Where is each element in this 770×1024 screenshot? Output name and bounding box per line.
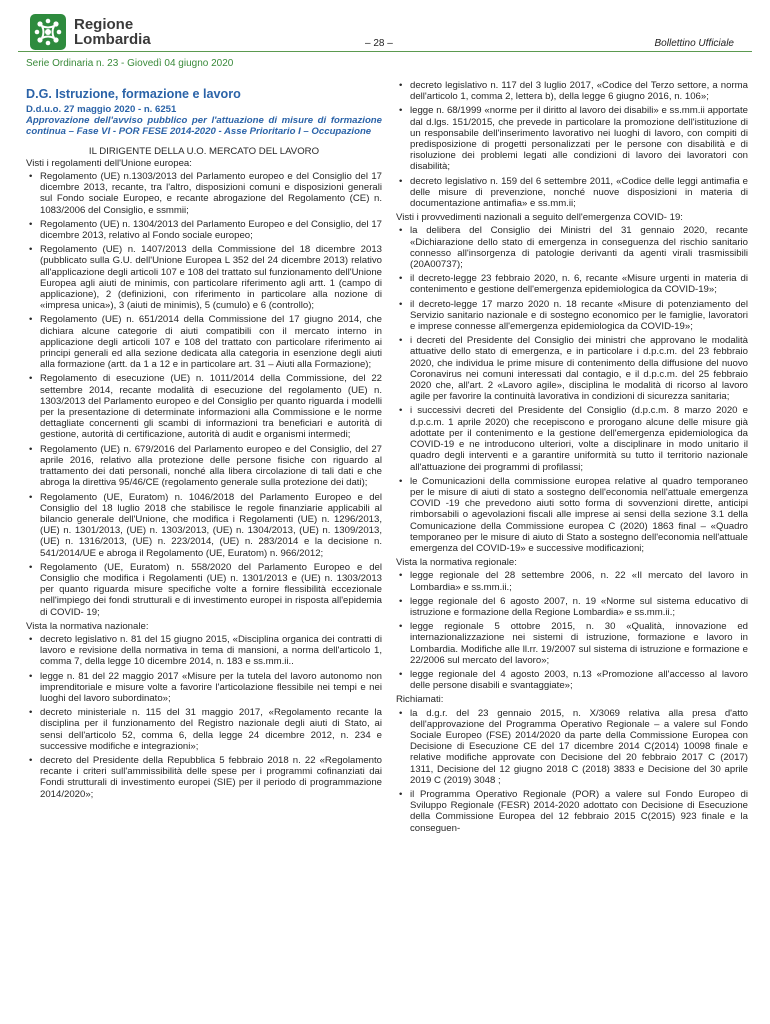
list-item: • Regolamento (UE) n. 679/2016 del Parlamento europeo e del Consiglio, del 27 aprile 2016, relativo alla protezione delle persone fisiche con riguardo al trattamento dei dati personali, nonché alla libera circolazione di tali dati e che abroga la direttiva 95/46/CE (regolamento generale sulla protezione dei dati); — [29, 443, 382, 489]
national-law-list — [26, 634, 382, 800]
list-item: • Regolamento (UE) n. 651/2014 della Commissione del 17 giugno 2014, che dichiara alcune categorie di aiuti compatibili con il mercato interno in applicazione degli articoli 107 e 108 del trattato con particolare riferimento ai principi generali ed alla sezione dedicata alla categoria in esenzione degli aiuti alla formazione (artt. da 1 a 12 e in particolare art. 31 – Aiuti alla Formazione); — [29, 314, 382, 371]
left-column — [26, 80, 382, 803]
rosa-camuna-icon — [30, 14, 66, 50]
logo-text — [74, 17, 151, 47]
list-item: • legge regionale del 4 agosto 2003, n.13 «Promozione all'accesso al lavoro delle persone disabili e svantaggiate»; — [399, 668, 748, 692]
list-item: • il decreto-legge 23 febbraio 2020, n. 6, recante «Misure urgenti in materia di contenimento e gestione dell'emergenza epidemiologica da COVID-19»; — [399, 273, 748, 296]
visti-eu-lead: Visti i regolamenti dell'Unione europea: — [26, 157, 192, 169]
list-item: • la delibera del Consiglio dei Ministri del 31 gennaio 2020, recante «Dichiarazione dello stato di emergenza in conseguenza del rischio sanitario connesso all'insorgenza di patologie derivanti da agenti virali trasmissibili (20A00737); — [399, 225, 748, 271]
list-item: • legge regionale del 28 settembre 2006, n. 22 «Il mercato del lavoro in Lombardia» e ss.mm.ii.; — [399, 570, 748, 593]
logo-line-2: Lombardia — [74, 31, 151, 48]
list-item: • legge regionale 5 ottobre 2015, n. 30 «Qualità, innovazione ed internazionalizzazione nei sistemi di istruzione, formazione e lavoro in Lombardia. Modifiche alle ll.rr. 19/2007 sul sistema di istruzione e formazione e 22/2006 sul mercato del lavoro»; — [399, 621, 748, 666]
page-number: – 28 – — [365, 38, 393, 49]
decree-subject: Approvazione dell'avviso pubblico per l'attuazione di misure di formazione continua – Fase VI - POR FESE 2014-2020 - Asse Prioritario I – Occupazione — [26, 115, 382, 138]
list-item: • Regolamento di esecuzione (UE) n. 1011/2014 della Commissione, del 22 settembre 2014, recante modalità di esecuzione del regolamento (UE) n. 1303/2013 del Parlamento europeo e del Consiglio per quanto riguarda i modelli per la presentazione di determinate informazioni alla Commissione e le norme dettagliate concernenti gli scambi di informazioni tra beneficiari e autorità di gestione, autorità di certificazione, autorità di audit e organismi intermedi; — [29, 373, 382, 441]
list-item: • Regolamento (UE) n. 1407/2013 della Commissione del 18 dicembre 2013 (pubblicato sulla G.U. dell'Unione Europea L 352 del 24 dicembre 2013) relativo all'applicazione degli articoli 107 e 108 del trattato sul funzionamento dell'Unione Europea agli aiuti de minimis, con particolare riferimento agli artt. 1 (campo di applicazione), 2 (definizioni, con riferimento in particolare alla nozione di «impresa unica»), 3 (aiuti de minimis), 5 (cumulo) e 6 (controllo); — [29, 244, 382, 312]
list-item: • decreto del Presidente della Repubblica 5 febbraio 2018 n. 22 «Regolamento recante i criteri sull'ammissibilità delle spese per i programmi cofinanziati dai Fondi strutturali di investimento europei (SIE) per il periodo di programmazione 2014/2020»; — [29, 754, 382, 800]
list-item: • il Programma Operativo Regionale (POR) a valere sul Fondo Europeo di Sviluppo Regionale (FESR) 2014-2020 adottato con Decisione di Esecuzione della Commissione Europea del 12 febbraio 2015 C(2015) 923 finale e la conseguen- — [399, 788, 748, 834]
bulletin-title: Bollettino Ufficiale — [654, 38, 734, 49]
list-item: • legge n. 68/1999 «norme per il diritto al lavoro dei disabili» e ss.mm.ii apportate dal d.lgs. 151/2015, che prevede in particolare la promozione dell'istituzione di un responsabile dell'inserimento lavorativo nei luoghi di lavoro, con compiti di predisposizione di progetti personalizzati per le persone con disabilità e di risoluzione dei problemi legati alle condizioni di lavoro dei lavoratori con disabilità; — [399, 105, 748, 173]
list-item: • Regolamento (UE) n.1303/2013 del Parlamento europeo e del Consiglio del 17 dicembre 2013, recante, tra l'altro, disposizioni comuni e disposizioni generali sul Fondo sociale Europeo, e recante abrogazione del Regolamento (CE) n. 1083/2006 del Consiglio, e ssmmii; — [29, 171, 382, 216]
list-item: • Regolamento (UE, Euratom) n. 1046/2018 del Parlamento Europeo e del Consiglio del 18 luglio 2018 che stabilisce le regole finanziarie applicabili al bilancio generale dell'Unione, che modifica i Regolamenti (UE) n. 1296/2013, (UE) n. 1301/2013, (UE) n. 1303/2013, (UE) n. 1304/2013, (UE) n. 1309/2013, (UE) n. 1316/2013, (UE) n. 223/2014, (UE) n. 283/2014 e la decisione n. 541/2014/UE e abroga il Regolamento (UE, Euratom) n. 966/2012; — [29, 491, 382, 559]
vista-regional-lead: Vista la normativa regionale: — [396, 557, 517, 569]
section-title: D.G. Istruzione, formazione e lavoro — [26, 87, 241, 101]
richiamati-lead: Richiamati: — [396, 694, 444, 706]
list-item: • decreto ministeriale n. 115 del 31 maggio 2017, «Regolamento recante la disciplina per il funzionamento del Registro nazionale degli aiuti di Stato, ai sensi dell'articolo 52, comma 6, della legge 24 dicembre 2012, n. 234 e successive modifiche e integrazioni»; — [29, 707, 382, 752]
list-item: • la d.g.r. del 23 gennaio 2015, n. X/3069 relativa alla presa d'atto dell'approvazione del Programma Operativo Regionale – a valere sul Fondo Sociale Europeo (FSE) 2014/2020 da parte della Commissione Europea con Decisione di Esecuzione CE del 17 dicembre 2014 C(2014) 10098 finale e relative modifiche approvate con Decisione del 20 febbraio 2017 C (2017) 1311, Decisione del 12 giugno 2018 C (2018) 3833 e Decisione del 30 aprile 2019 C (2019) 3048 ; — [399, 707, 748, 786]
right-column — [396, 80, 748, 837]
list-item: • legge regionale del 6 agosto 2007, n. 19 «Norme sul sistema educativo di istruzione e formazione della Regione Lombardia» e ss.mm.ii.; — [399, 595, 748, 618]
list-item: • le Comunicazioni della commissione europea relative al quadro temporaneo per le misure di aiuti di stato a sostegno dell'economia nell'attuale emergenza COVID -19 che prevedono aiuti sotto forma di sovvenzioni dirette, anticipi rimborsabili o agevolazioni fiscali alle imprese ai sensi della sezione 3.1 della Comunicazione della Commissione europea C (2020) 1863 final – «Quadro temporaneo per le misure di aiuto di Stato a sostegno dell'economia nell'attuale emergenza del COVID-19» e successive modificazioni; — [399, 475, 748, 554]
list-item: • Regolamento (UE, Euratom) n. 558/2020 del Parlamento Europeo e del Consiglio che modifica i Regolamenti (UE) n. 1301/2013 e (UE) n. 1303/2013 per quanto riguarda misure specifiche volte a fornire flessibilità eccezionale nell'impiego dei fondi strutturali e di investimento europei in risposta all'epidemia di COVID- 19; — [29, 561, 382, 618]
issuer-heading: IL DIRIGENTE DELLA U.O. MERCATO DEL LAVORO — [88, 145, 320, 157]
logo-line-1: Regione — [74, 16, 134, 33]
regione-lombardia-logo — [18, 14, 158, 52]
national-law-list-continued — [396, 80, 748, 209]
regional-law-list — [396, 570, 748, 691]
covid-measures-list — [396, 225, 748, 554]
series-line: Serie Ordinaria n. 23 - Giovedì 04 giugno 2020 — [26, 58, 234, 69]
list-item: • legge n. 81 del 22 maggio 2017 «Misure per la tutela del lavoro autonomo non imprenditoriale e misure volte a favorire l'articolazione flessibile nei tempi e nei luoghi del lavoro subordinato»; — [29, 670, 382, 704]
eu-regulations-list — [26, 171, 382, 618]
visti-covid-lead: Visti i provvedimenti nazionali a seguito dell'emergenza COVID- 19: — [396, 212, 683, 224]
richiamati-list — [396, 708, 748, 834]
list-item: • decreto legislativo n. 117 del 3 luglio 2017, «Codice del Terzo settore, a norma dell'articolo 1, comma 2, lettera b), della legge 6 giugno 2016, n. 106»; — [399, 80, 748, 103]
list-item: • Regolamento (UE) n. 1304/2013 del Parlamento Europeo e del Consiglio, del 17 dicembre 2013, relativo al Fondo sociale europeo; — [29, 218, 382, 242]
list-item: • decreto legislativo n. 81 del 15 giugno 2015, «Disciplina organica dei contratti di lavoro e revisione della normativa in tema di mansioni, a norma dell'articolo 1, comma 7, della legge 10 dicembre 2014, n. 183 e ss.mm.ii.. — [29, 633, 382, 668]
list-item: • i decreti del Presidente del Consiglio dei ministri che approvano le modalità attuative dello stato di emergenza, e in particolare i d.p.c.m. del 23 febbraio 2020, che individua le prime misure di contenimento della diffusione del nuovo Coronavirus nei comuni interessati dal contagio, e il d.p.c.m. del 25 febbraio 2020 che, all'art. 2 «Lavoro agile», disciplina le modalità di ricorso al lavoro agile per favorire la continuità lavorativa in condizioni di sicurezza sanitaria; — [399, 335, 748, 403]
list-item: • decreto legislativo n. 159 del 6 settembre 2011, «Codice delle leggi antimafia e delle misure di prevenzione, nonché nuove disposizioni in materia di documentazione antimafia» e ss.mm.ii; — [399, 175, 748, 210]
list-item: • i successivi decreti del Presidente del Consiglio (d.p.c.m. 8 marzo 2020 e d.p.c.m. 1 aprile 2020) che recepiscono e prorogano alcune delle misure già adottate per il contenimento e la gestione dell'emergenza epidemiologica da COVID-19 e ne introducono ulteriori, volte a disciplinare in modo unitario il quadro degli interventi e a garantire uniformità su tutto il territorio nazionale all'attuazione dei programmi di profilassi; — [399, 405, 748, 473]
header-divider — [18, 51, 752, 52]
decree-reference: D.d.u.o. 27 maggio 2020 - n. 6251 — [26, 104, 177, 115]
list-item: • il decreto-legge 17 marzo 2020 n. 18 recante «Misure di potenziamento del Servizio sanitario nazionale e di sostegno economico per le famiglie, lavoratori e imprese connesse all'emergenza epidemiologica da COVID-19»; — [399, 298, 748, 333]
page-header — [0, 0, 770, 75]
vista-national-lead: Vista la normativa nazionale: — [26, 620, 149, 632]
